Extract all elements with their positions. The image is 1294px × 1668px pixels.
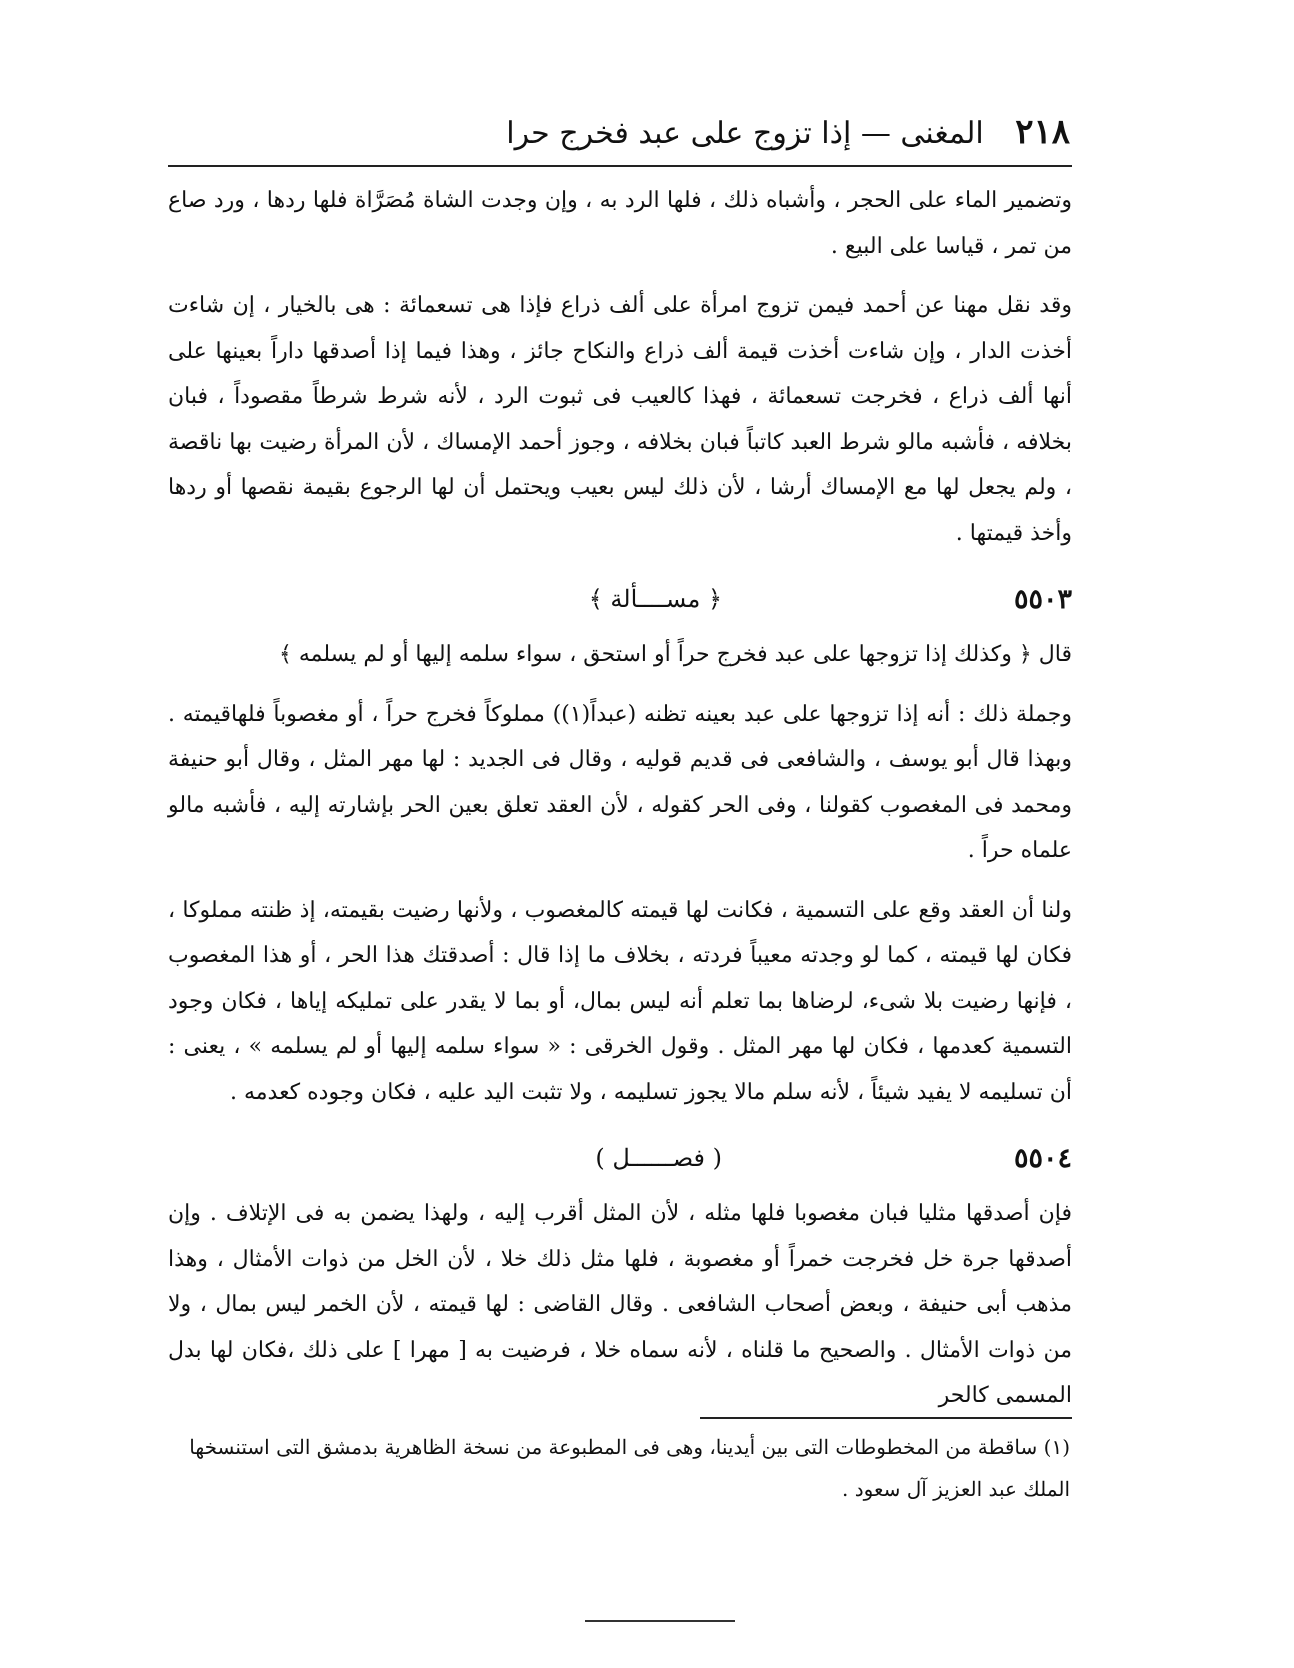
header-rule bbox=[168, 165, 1072, 167]
issue-number: ٥٥٠٣ bbox=[1013, 583, 1072, 615]
bottom-rule bbox=[585, 1620, 735, 1622]
issue-heading bbox=[168, 570, 1072, 628]
footnote-rule bbox=[700, 1417, 1072, 1419]
page-body bbox=[168, 178, 1072, 1433]
page-number: ٢١٨ bbox=[1015, 112, 1070, 152]
section-heading bbox=[168, 1129, 1072, 1187]
quoted-text: قال ﴿ وكذلك إذا تزوجها على عبد فخرج حراً أو استحق ، سواء سلمه إليها أو لم يسلمه ﴾ bbox=[278, 642, 1072, 667]
paragraph: وجملة ذلك : أنه إذا تزوجها على عبد بعينه تظنه (عبداً(١)) مملوكاً فخرج حراً ، أو مغصوباً فلهاقيمته . وبهذا قال أبو يوسف ، والشافعى فى قديم قوليه ، وقال فى الجديد : لها مهر المثل ، وقال أبو حنيفة ومحمد فى المغصوب كقولنا ، وفى الحر كقوله ، لأن العقد تعلق بعين الحر بإشارته إليه ، فأشبه مالو علماه حراً . bbox=[168, 701, 1072, 863]
page-header bbox=[170, 112, 1070, 162]
footnote: (١) ساقطة من المخطوطات التى بين أيدينا، وهى فى المطبوعة من نسخة الظاهرية بدمشق التى استنسخها الملك عبد العزيز آل سعود . bbox=[189, 1435, 1070, 1501]
paragraph: فإن أصدقها مثليا فبان مغصوبا فلها مثله ، لأن المثل أقرب إليه ، ولهذا يضمن به فى الإتلاف . وإن أصدقها جرة خل فخرجت خمراً أو مغصوبة ، فلها مثل ذلك خلا ، لأن الخل من ذوات الأمثال ، وهذا مذهب أبى حنيفة ، وبعض أصحاب الشافعى . وقال القاضى : لها قيمته ، لأن الخمر ليس بمال ، ولا من ذوات الأمثال . والصحيح ما قلناه ، لأنه سماه خلا ، فرضيت به [ مهرا ] على ذلك ،فكان لها بدل المسمى كالحر bbox=[168, 1201, 1072, 1408]
issue-title: ﴿ مســــألة ﴾ bbox=[588, 585, 722, 613]
running-title: المغنى — إذا تزوج على عبد فخرج حرا bbox=[506, 116, 984, 151]
paragraph: ولنا أن العقد وقع على التسمية ، فكانت لها قيمته كالمغصوب ، ولأنها رضيت بقيمته، إذ ظنته مملوكا ، فكان لها قيمته ، كما لو وجدته معيباً فردته ، بخلاف ما إذا قال : أصدقتك هذا الحر ، أو هذا المغصوب ، فإنها رضيت بلا شىء، لرضاها بما تعلم أنه ليس بمال، أو بما لا يقدر على تمليكه إياها ، فكان وجود التسمية كعدمها ، فكان لها مهر المثل . وقول الخرقى : « سواء سلمه إليها أو لم يسلمه » ، يعنى : أن تسليمه لا يفيد شيئاً ، لأنه سلم مالا يجوز تسليمه ، ولا تثبت اليد عليه ، فكان وجوده كعدمه . bbox=[168, 897, 1072, 1105]
section-number: ٥٥٠٤ bbox=[1013, 1142, 1072, 1174]
paragraph: وتضمير الماء على الحجر ، وأشباه ذلك ، فلها الرد به ، وإن وجدت الشاة مُصَرَّاة فلها ردها ، ورد صاع من تمر ، قياسا على البيع . bbox=[168, 188, 1072, 259]
section-title: ( فصــــــل ) bbox=[595, 1144, 722, 1172]
paragraph: وقد نقل مهنا عن أحمد فيمن تزوج امرأة على ألف ذراع فإذا هى تسعمائة : هى بالخيار ، إن شاءت أخذت الدار ، وإن شاءت أخذت قيمة ألف ذراع والنكاح جائز ، وهذا فيما إذا أصدقها داراً بعينها على أنها ألف ذراع ، فخرجت تسعمائة ، فهذا كالعيب فى ثبوت الرد ، لأنه شرط شرطاً مقصوداً ، فبان بخلافه ، فأشبه مالو شرط العبد كاتباً فبان بخلافه ، وجوز أحمد الإمساك ، لأن المرأة رضيت بها ناقصة ، ولم يجعل لها مع الإمساك أرشا ، لأن ذلك ليس بعيب ويحتمل أن لها الرجوع بقيمة نقصها أو ردها وأخذ قيمتها . bbox=[168, 293, 1072, 546]
